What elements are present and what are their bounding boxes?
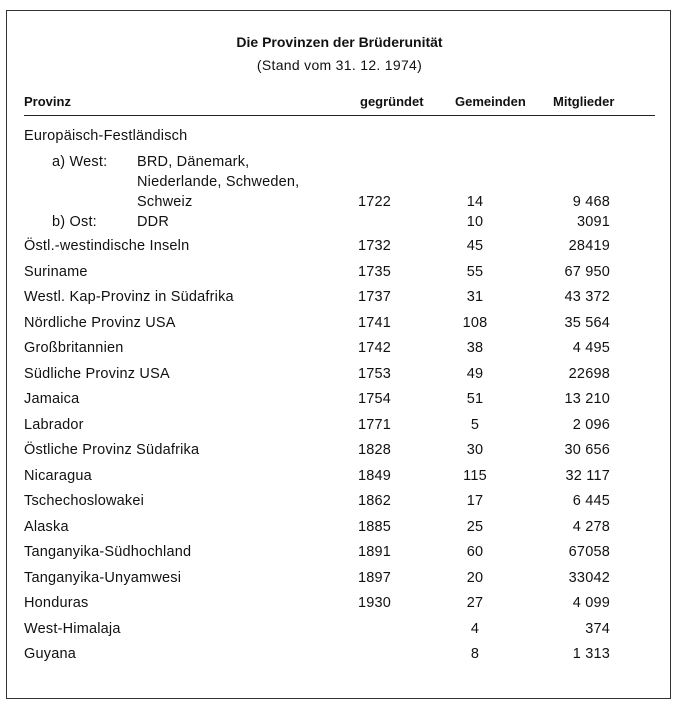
row-province-name: Guyana xyxy=(24,646,76,662)
europe-west-founded: 1722 xyxy=(358,194,392,210)
row-province-name: Westl. Kap-Provinz in Südafrika xyxy=(24,289,234,305)
row-founded: 1742 xyxy=(358,340,392,356)
row-congregations: 51 xyxy=(466,391,484,407)
row-members: 13 210 xyxy=(564,391,610,407)
row-congregations: 25 xyxy=(466,518,484,535)
row-founded: 1732 xyxy=(358,238,392,254)
header-founded: gegründet xyxy=(360,94,424,109)
europe-west-members: 9 468 xyxy=(572,194,610,210)
row-province-name: Labrador xyxy=(24,416,84,433)
header-rule xyxy=(24,115,655,116)
row-founded: 1754 xyxy=(358,391,392,407)
row-members: 374 xyxy=(585,620,610,637)
row-congregations: 27 xyxy=(466,595,484,611)
row-members: 43 372 xyxy=(564,289,610,305)
row-members: 4 495 xyxy=(572,340,610,356)
row-province-name: Südliche Provinz USA xyxy=(24,365,170,382)
europe-west-line1: BRD, Dänemark, xyxy=(137,154,250,170)
row-founded: 1771 xyxy=(358,416,392,433)
header-province: Provinz xyxy=(24,94,71,109)
row-members: 33042 xyxy=(568,569,610,586)
row-members: 32 117 xyxy=(565,467,610,484)
row-founded: 1828 xyxy=(358,442,392,458)
row-province-name: Nördliche Provinz USA xyxy=(24,314,176,331)
row-province-name: Nicaragua xyxy=(24,467,92,484)
row-congregations: 38 xyxy=(466,340,484,356)
row-members: 1 313 xyxy=(572,646,610,662)
row-members: 67 950 xyxy=(564,263,610,280)
table-subtitle: (Stand vom 31. 12. 1974) xyxy=(256,57,423,73)
row-congregations: 115 xyxy=(463,467,487,484)
row-congregations: 17 xyxy=(466,493,484,509)
row-congregations: 108 xyxy=(462,314,488,331)
row-congregations: 4 xyxy=(470,620,480,637)
row-founded: 1737 xyxy=(358,289,392,305)
row-members: 28419 xyxy=(568,238,610,254)
row-founded: 1885 xyxy=(358,518,392,535)
row-congregations: 45 xyxy=(466,238,484,254)
row-province-name: Tschechoslowakei xyxy=(24,493,145,509)
row-congregations: 31 xyxy=(466,289,484,305)
row-congregations: 55 xyxy=(466,263,484,280)
row-members: 4 099 xyxy=(572,595,610,611)
row-province-name: Suriname xyxy=(24,263,88,280)
row-province-name: Tanganyika-Südhochland xyxy=(24,544,192,560)
row-members: 67058 xyxy=(568,544,610,560)
row-province-name: Östliche Provinz Südafrika xyxy=(24,442,200,458)
row-province-name: Östl.-westindische Inseln xyxy=(24,238,190,254)
table-title: Die Provinzen der Brüderunität xyxy=(236,34,443,50)
row-members: 22698 xyxy=(568,365,610,382)
row-congregations: 30 xyxy=(466,442,484,458)
europe-east-name: DDR xyxy=(137,214,170,230)
row-congregations: 60 xyxy=(466,544,484,560)
row-province-name: Jamaica xyxy=(24,391,80,407)
row-province-name: Großbritannien xyxy=(24,340,124,356)
row-founded: 1897 xyxy=(358,569,392,586)
row-province-name: Alaska xyxy=(24,518,69,535)
europe-west-line3: Schweiz xyxy=(137,194,193,210)
row-congregations: 8 xyxy=(470,646,480,662)
row-province-name: West-Himalaja xyxy=(24,620,121,637)
row-province-name: Honduras xyxy=(24,595,89,611)
row-founded: 1891 xyxy=(358,544,392,560)
row-founded: 1735 xyxy=(358,263,392,280)
row-members: 2 096 xyxy=(572,416,610,433)
europe-west-line2: Niederlande, Schweden, xyxy=(137,174,300,190)
row-congregations: 20 xyxy=(466,569,484,586)
header-congregations: Gemeinden xyxy=(455,94,526,109)
row-province-name: Tanganyika-Unyamwesi xyxy=(24,569,182,586)
europe-label: Europäisch-Festländisch xyxy=(24,128,188,144)
row-founded: 1753 xyxy=(358,365,392,382)
header-members: Mitglieder xyxy=(553,94,615,109)
europe-west-prefix: a) West: xyxy=(52,154,108,170)
row-founded: 1849 xyxy=(358,467,392,484)
row-congregations: 5 xyxy=(470,416,480,433)
europe-east-members: 3091 xyxy=(576,214,610,230)
europe-west-congregations: 14 xyxy=(466,194,484,210)
row-members: 6 445 xyxy=(572,493,610,509)
europe-east-prefix: b) Ost: xyxy=(52,214,97,230)
row-founded: 1930 xyxy=(358,595,392,611)
row-founded: 1741 xyxy=(358,314,392,331)
row-founded: 1862 xyxy=(358,493,392,509)
row-congregations: 49 xyxy=(466,365,484,382)
europe-east-congregations: 10 xyxy=(466,214,484,230)
row-members: 35 564 xyxy=(564,314,610,331)
row-members: 30 656 xyxy=(564,442,610,458)
row-members: 4 278 xyxy=(572,518,610,535)
